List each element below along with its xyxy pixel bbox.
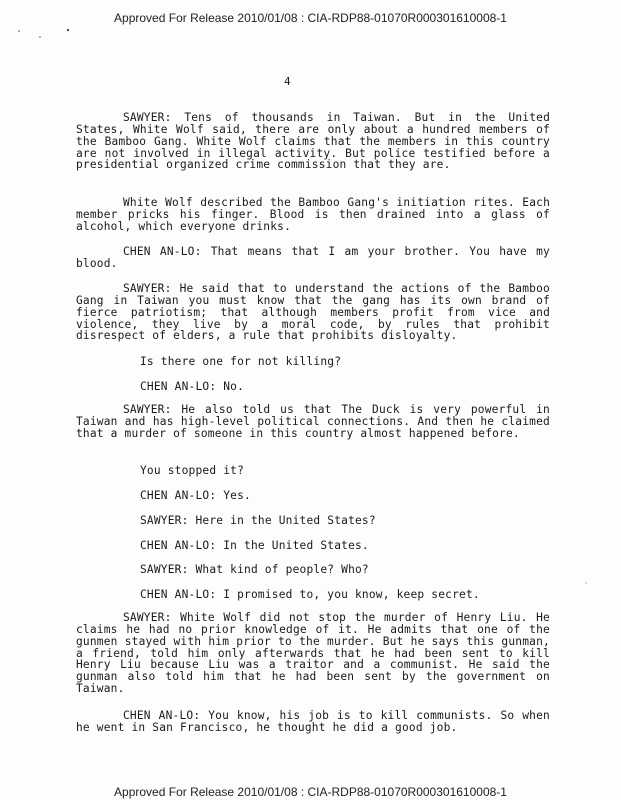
paragraph-12: SAWYER: What kind of people? Who? [140, 563, 369, 576]
paragraph-1: SAWYER: Tens of thousands in Taiwan. But in the United States, White Wolf said, there are only about a hundred members of the Bamboo Gang. White Wolf claims that the members in this country are not involved in illegal activity. But police testified before a presidential organized crime commission that they are. [76, 111, 550, 172]
release-header: Approved For Release 2010/01/08 : CIA-RDP88-01070R000301610008-1 [114, 11, 507, 25]
paragraph-8: You stopped it? [140, 464, 245, 477]
paragraph-9: CHEN AN-LO: Yes. [140, 489, 251, 502]
paragraph-2: White Wolf described the Bamboo Gang's initiation rites. Each member pricks his finger. Blood is then drained into a glass of alcohol, which everyone drinks. [76, 196, 550, 233]
release-footer: Approved For Release 2010/01/08 : CIA-RDP88-01070R000301610008-1 [114, 785, 507, 799]
paragraph-13: CHEN AN-LO: I promised to, you know, keep secret. [140, 588, 480, 601]
paragraph-5: Is there one for not killing? [140, 355, 342, 368]
paragraph-4: SAWYER: He said that to understand the actions of the Bamboo Gang in Taiwan you must know that the gang has its own brand of fierce patriotism; that although members profit from vice and violence, they live by a moral code, by rules that prohibit disrespect of elders, a rule that prohibits disloyalty. [76, 282, 550, 343]
paragraph-3: CHEN AN-LO: That means that I am your brother. You have my blood. [76, 245, 550, 270]
paragraph-15: CHEN AN-LO: You know, his job is to kill communists. So when he went in San Francisco, he thought he did a good job. [76, 709, 550, 734]
page-number: 4 [284, 75, 291, 88]
paragraph-11: CHEN AN-LO: In the United States. [140, 539, 369, 552]
paragraph-6: CHEN AN-LO: No. [140, 380, 245, 393]
paragraph-7: SAWYER: He also told us that The Duck is very powerful in Taiwan and has high-level political connections. And then he claimed that a murder of someone in this country almost happened before. [76, 403, 550, 440]
paragraph-14: SAWYER: White Wolf did not stop the murder of Henry Liu. He claims he had no prior knowledge of it. He admits that one of the gunmen stayed with him prior to the murder. But he says this gunman, a friend, told him only afterwards that he had been sent to kill Henry Liu because Liu was a traitor and a communist. He said the gunman also told him that he had been sent by the government on Taiwan. [76, 611, 550, 696]
paragraph-10: SAWYER: Here in the United States? [140, 514, 376, 527]
